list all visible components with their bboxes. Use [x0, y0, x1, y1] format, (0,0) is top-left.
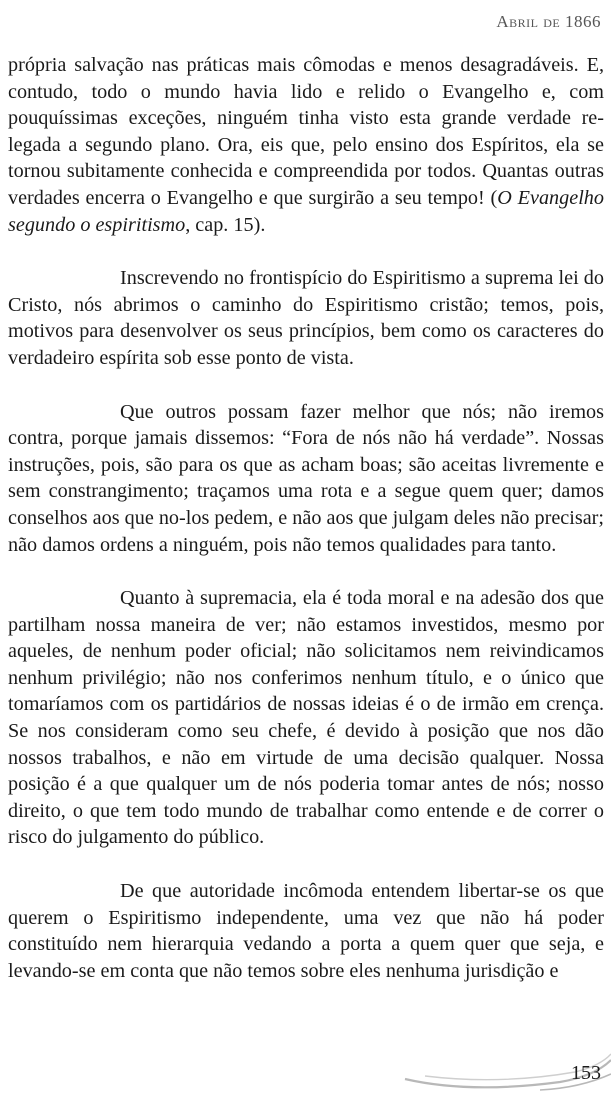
paragraph-gap [8, 372, 604, 399]
paragraph [8, 265, 604, 371]
text-segment: própria salvação nas práticas mais cômodas e menos desagradáveis. E, contudo, todo o mundo havia lido e relido o Evangelho e, com pouquíssimas exceções, ninguém tinha visto esta grande verdade relegada a segundo plano. Ora, eis que, pelo ensino dos Espíritos, ela se tornou subitamente conhecida e compreendida por todos. Quantas outras verdades encerra o Evangelho e que surgirão a seu tempo! ( [8, 54, 604, 209]
paragraph-gap [8, 558, 604, 585]
paragraph-gap [8, 238, 604, 265]
running-header: Abril de 1866 [496, 12, 601, 31]
text-segment: Que outros possam fazer melhor que nós; não iremos contra, porque jamais dissemos: “Fora de nós não há verdade”. Nossas instruções, pois, são para os que as acham boas; são aceitas livremente e sem constrangimento; traçamos uma rota e a segue quem quer; damos conselhos aos que no-los pedem, e não aos que julgam deles não precisar; não damos ordens a ninguém, pois não temos qualidades para tanto. [8, 400, 604, 556]
page-footer [0, 1052, 611, 1099]
text-segment: De que autoridade incômoda entendem libertar-se os que querem o Espiritismo independente, uma vez que não há poder constituído nem hierarquia vedando a porta a quem quer que seja, e levando-se em conta que não temos sobre eles nenhuma jurisdição e [8, 880, 604, 982]
body-text [8, 52, 604, 984]
page-number: 153 [571, 1062, 601, 1084]
swoosh-ornament-icon [0, 1052, 611, 1099]
text-segment: Quanto à supremacia, ela é toda moral e na adesão dos que partilham nossa maneira de ver; não estamos investidos, mesmo por aqueles, de nenhum poder oficial; não solicitamos nem reivindicamos nenhum privilégio; não nos conferimos nenhum título, e o único que tomaríamos com os partidários de nossas ideias é o de irmão em crença. Se nos consideram como seu chefe, é devido à posição que nos dão nossos trabalhos, e não em virtude de uma decisão qualquer. Nossa posição é a que qualquer um de nós poderia tomar antes de nós; nosso direito, o que tem todo mundo de trabalhar como entende e de correr o risco do julgamento do público. [8, 587, 604, 849]
paragraph-gap [8, 851, 604, 878]
paragraph [8, 399, 604, 559]
paragraph [8, 52, 604, 238]
book-title-citation: O Evangelho segundo o espiritismo [8, 186, 604, 236]
paragraph [8, 585, 604, 851]
text-segment: Inscrevendo no frontispício do Espiritismo a suprema lei do Cristo, nós abrimos o caminho do Espiritismo cristão; temos, pois, motivos para desenvolver os seus princípios, bem como os caracteres do verdadeiro espírita sob esse ponto de vista. [8, 267, 604, 369]
text-segment: , cap. 15). [185, 213, 266, 236]
paragraph [8, 878, 604, 984]
